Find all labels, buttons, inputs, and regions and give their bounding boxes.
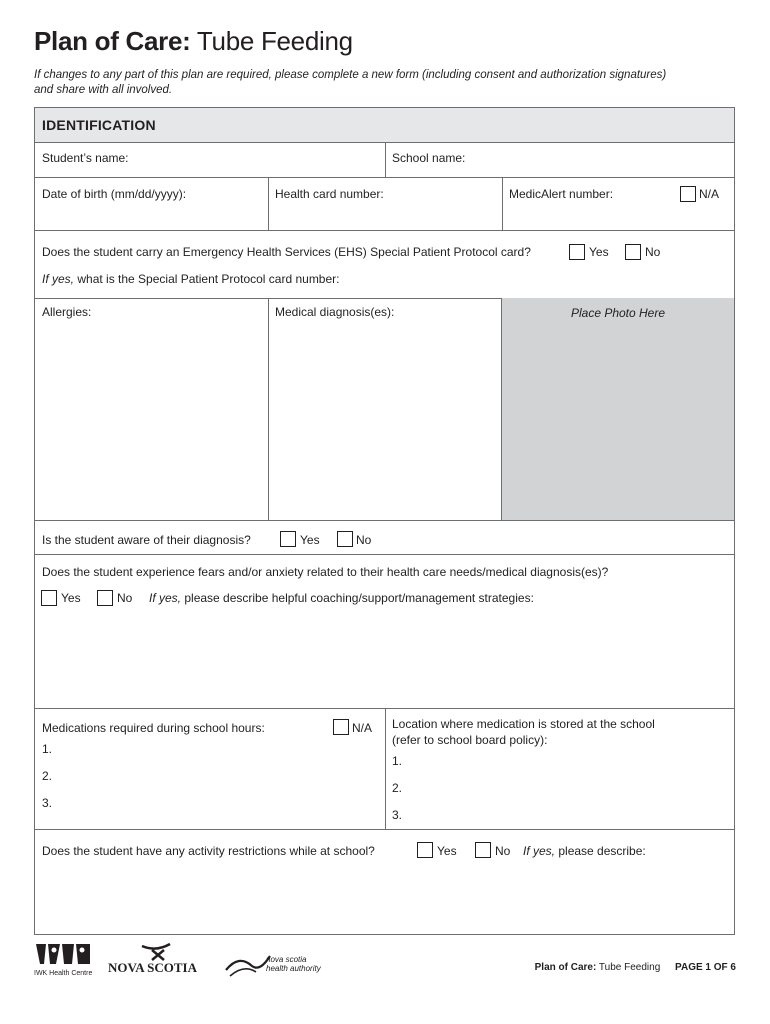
iwk-logo-text: IWK Health Centre xyxy=(34,970,93,977)
footer-doc-info xyxy=(535,962,736,973)
medicalert-field[interactable]: MedicAlert number: xyxy=(509,187,614,201)
intro-line-2: and share with all involved. xyxy=(34,84,173,96)
ehs-yes-label: Yes xyxy=(589,245,609,259)
divider xyxy=(502,177,503,230)
health-card-field[interactable]: Health card number: xyxy=(275,187,384,201)
fears-yes-checkbox[interactable] xyxy=(41,590,57,606)
restrictions-followup-text: please describe: xyxy=(555,844,646,858)
ehs-followup-text: what is the Special Patient Protocol card number: xyxy=(74,272,340,286)
restrictions-yes-checkbox[interactable] xyxy=(417,842,433,858)
medication-item-1[interactable]: 1. xyxy=(42,742,53,756)
restrictions-followup[interactable] xyxy=(523,844,646,858)
section-title: IDENTIFICATION xyxy=(42,117,156,133)
medication-item-3[interactable]: 3. xyxy=(42,796,53,810)
student-name-field[interactable]: Student’s name: xyxy=(42,151,129,165)
medical-diagnoses-field[interactable]: Medical diagnosis(es): xyxy=(275,305,395,319)
divider xyxy=(35,554,734,555)
restrictions-question: Does the student have any activity restrictions while at school? xyxy=(42,844,375,858)
divider xyxy=(35,230,734,231)
divider xyxy=(268,298,269,520)
divider xyxy=(385,708,386,829)
divider xyxy=(35,520,734,521)
ehs-yes-checkbox[interactable] xyxy=(569,244,585,260)
fears-followup-text: please describe helpful coaching/support/management strategies: xyxy=(181,591,534,605)
restrictions-no-label: No xyxy=(495,844,511,858)
location-item-1[interactable]: 1. xyxy=(392,754,403,768)
title-bold: Plan of Care: xyxy=(34,26,191,56)
iwk-logo xyxy=(34,942,92,977)
fears-question: Does the student experience fears and/or anxiety related to their health care needs/medical diagnosis(es)? xyxy=(42,565,609,579)
intro-text xyxy=(34,68,734,98)
fears-no-checkbox[interactable] xyxy=(97,590,113,606)
footer-logos xyxy=(34,940,354,980)
nova-scotia-text: NOVA SCOTIA xyxy=(108,960,197,975)
page-number: PAGE 1 OF 6 xyxy=(675,962,736,973)
nsha-text-2: health authority xyxy=(266,964,321,973)
divider xyxy=(268,177,269,230)
nsha-logo xyxy=(226,955,322,976)
aware-question: Is the student aware of their diagnosis? xyxy=(42,533,251,547)
med-location-line-1: Location where medication is stored at the school xyxy=(392,717,655,731)
photo-placeholder[interactable] xyxy=(502,298,734,520)
location-item-3[interactable]: 3. xyxy=(392,808,403,822)
nsha-text-1: nova scotia xyxy=(266,955,307,964)
allergies-field[interactable]: Allergies: xyxy=(42,305,92,319)
page-title xyxy=(34,26,353,57)
med-location-line-2: (refer to school board policy): xyxy=(392,733,548,747)
medication-item-2[interactable]: 2. xyxy=(42,769,53,783)
ehs-no-checkbox[interactable] xyxy=(625,244,641,260)
medicalert-na-checkbox[interactable] xyxy=(680,186,696,202)
aware-no-checkbox[interactable] xyxy=(337,531,353,547)
aware-yes-label: Yes xyxy=(300,533,320,547)
if-yes-text: If yes, xyxy=(523,844,556,858)
medications-field: Medications required during school hours: xyxy=(42,721,265,735)
dob-field[interactable]: Date of birth (mm/dd/yyyy): xyxy=(42,187,187,201)
nova-scotia-logo xyxy=(108,944,198,975)
divider xyxy=(385,142,386,177)
footer-title-bold: Plan of Care: xyxy=(534,962,597,973)
medications-na-label: N/A xyxy=(352,721,373,735)
divider xyxy=(35,177,734,178)
title-rest: Tube Feeding xyxy=(190,26,353,56)
medications-na-checkbox[interactable] xyxy=(333,719,349,735)
restrictions-yes-label: Yes xyxy=(437,844,457,858)
ehs-no-label: No xyxy=(645,245,661,259)
restrictions-no-checkbox[interactable] xyxy=(475,842,491,858)
divider xyxy=(35,829,734,830)
ehs-followup xyxy=(42,272,340,286)
medicalert-na-label: N/A xyxy=(699,187,720,201)
footer-title-rest: Tube Feeding xyxy=(596,962,661,973)
photo-label: Place Photo Here xyxy=(570,306,666,320)
fears-yes-label: Yes xyxy=(61,591,81,605)
ehs-question: Does the student carry an Emergency Health Services (EHS) Special Patient Protocol card? xyxy=(42,245,531,259)
fears-followup[interactable] xyxy=(149,591,534,605)
aware-no-label: No xyxy=(356,533,372,547)
section-header xyxy=(35,108,734,143)
if-yes-text: If yes, xyxy=(42,272,75,286)
intro-line-1: If changes to any part of this plan are required, please complete a new form (including consent and authorization signatures) xyxy=(34,69,667,81)
fears-no-label: No xyxy=(117,591,133,605)
aware-yes-checkbox[interactable] xyxy=(280,531,296,547)
school-name-field[interactable]: School name: xyxy=(392,151,466,165)
partner-logos xyxy=(34,940,354,980)
location-item-2[interactable]: 2. xyxy=(392,781,403,795)
identification-form xyxy=(34,107,735,935)
if-yes-text: If yes, xyxy=(149,591,182,605)
